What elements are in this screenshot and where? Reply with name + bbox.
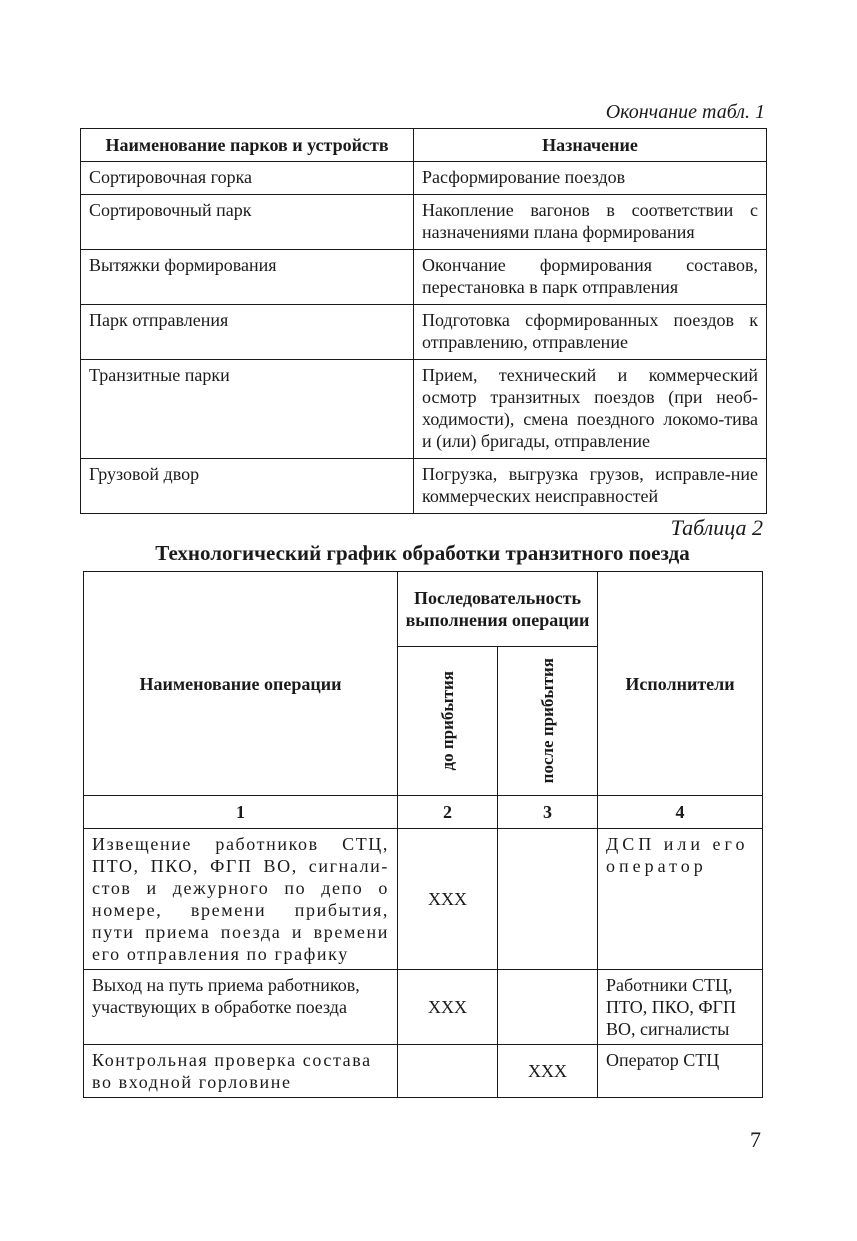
park-name: Сортировочный парк xyxy=(81,195,414,250)
table-row xyxy=(81,162,767,195)
performers: Работники СТЦ, ПТО, ПКО, ФГП ВО, сигналисты xyxy=(598,970,763,1045)
table2-header-sequence: Последовательность выполнения операции xyxy=(398,572,598,647)
park-purpose: Прием, технический и коммерческий осмотр транзитных поездов (при необ-ходимости), смена поездного локомо-тива и (или) бригады, отправление xyxy=(414,360,767,459)
table2-header-performers: Исполнители xyxy=(598,572,763,796)
table1-header-name: Наименование парков и устройств xyxy=(81,129,414,162)
table2-header-operation: Наименование операции xyxy=(84,572,398,796)
table-row xyxy=(81,250,767,305)
table2-header-before: до прибытия xyxy=(437,671,457,771)
table2-label: Таблица 2 xyxy=(670,515,763,540)
table-row xyxy=(81,360,767,459)
table2-header-row xyxy=(84,572,763,647)
park-purpose: Расформирование поездов xyxy=(414,162,767,195)
before-mark xyxy=(398,1045,498,1098)
after-mark xyxy=(498,829,598,970)
table1 xyxy=(80,128,767,514)
table2-header-after: после прибытия xyxy=(537,658,557,784)
park-name: Грузовой двор xyxy=(81,459,414,514)
park-name: Вытяжки формирования xyxy=(81,250,414,305)
park-purpose: Накопление вагонов в соответствии с назначениями плана формирования xyxy=(414,195,767,250)
table2-title: Технологический график обработки транзитного поезда xyxy=(155,541,690,565)
table1-continuation-label: Окончание табл. 1 xyxy=(605,101,765,123)
after-mark: XXX xyxy=(498,1045,598,1098)
before-mark: XXX xyxy=(398,970,498,1045)
table1-header-purpose: Назначение xyxy=(414,129,767,162)
table-row xyxy=(81,195,767,250)
table2-header-after-cell xyxy=(498,647,598,796)
park-purpose: Погрузка, выгрузка грузов, исправле-ние коммерческих неисправностей xyxy=(414,459,767,514)
park-name: Сортировочная горка xyxy=(81,162,414,195)
column-number: 4 xyxy=(598,796,763,829)
page-number: 7 xyxy=(750,1127,761,1152)
park-name: Транзитные парки xyxy=(81,360,414,459)
performers: ДСП или его оператор xyxy=(598,829,763,970)
park-name: Парк отправления xyxy=(81,305,414,360)
table2-column-numbers xyxy=(84,796,763,829)
table2 xyxy=(83,571,763,1098)
performers: Оператор СТЦ xyxy=(598,1045,763,1098)
table-row xyxy=(81,305,767,360)
operation-name: Контрольная проверка состава во входной горловине xyxy=(84,1045,398,1098)
park-purpose: Окончание формирования составов, перестановка в парк отправления xyxy=(414,250,767,305)
table-row xyxy=(81,459,767,514)
table2-header-before-cell xyxy=(398,647,498,796)
column-number: 2 xyxy=(398,796,498,829)
before-mark: XXX xyxy=(398,829,498,970)
operation-name: Выход на путь приема работников, участвующих в обработке поезда xyxy=(84,970,398,1045)
table-row xyxy=(84,829,763,970)
column-number: 3 xyxy=(498,796,598,829)
column-number: 1 xyxy=(84,796,398,829)
table1-header-row xyxy=(81,129,767,162)
table-row xyxy=(84,1045,763,1098)
after-mark xyxy=(498,970,598,1045)
park-purpose: Подготовка сформированных поездов к отправлению, отправление xyxy=(414,305,767,360)
operation-name: Извещение работников СТЦ, ПТО, ПКО, ФГП ВО, сигнали-стов и дежурного по депо о номере, времени прибытия, пути приема поезда и времени его отправления по графику xyxy=(84,829,398,970)
table-row xyxy=(84,970,763,1045)
